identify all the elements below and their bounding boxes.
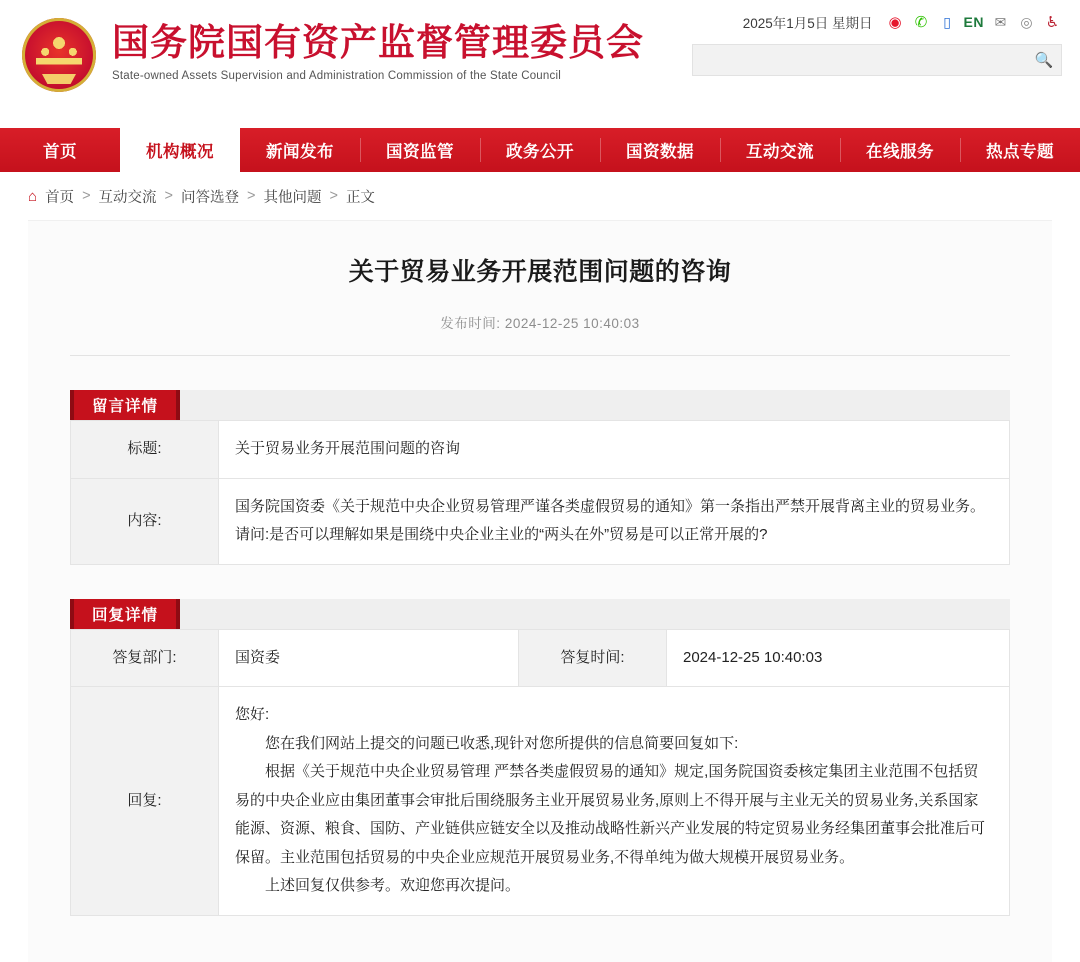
- title-divider: [70, 355, 1010, 356]
- nav-item-topics[interactable]: 热点专题: [960, 128, 1080, 172]
- breadcrumb-separator: >: [247, 188, 256, 204]
- site-title-cn: 国务院国有资产监督管理委员会: [112, 23, 644, 64]
- nav-item-home[interactable]: 首页: [43, 143, 77, 161]
- site-header: [0, 0, 1080, 128]
- reply-body-label: 回复:: [71, 687, 219, 916]
- breadcrumb-item-4: 正文: [345, 189, 375, 206]
- table-row: [71, 478, 1010, 564]
- national-emblem-icon: [22, 18, 96, 92]
- nav-item-affairs[interactable]: 政务公开: [480, 128, 600, 172]
- reply-section-title: 回复详情: [70, 599, 176, 629]
- table-row: [71, 687, 1010, 916]
- page-title: 关于贸易业务开展范围问题的咨询: [348, 259, 732, 286]
- nav-item-supervision[interactable]: 国资监管: [360, 128, 480, 172]
- reply-paragraph-2: 根据《关于规范中央企业贸易管理 严禁各类虚假贸易的通知》规定,国务院国资委核定集团主业范围不包括贸易的中央企业应由集团董事会审批后围绕服务主业开展贸易业务,原则上不得开展与主业无关的贸易业务,关系国家能源、资源、粮食、国防、产业链供应链安全以及推动战略性新兴产业发展的特定贸易业务经集团董事会批准后可保留。主业范围包括贸易的中央企业应规范开展贸易业务,不得单纯为做大规模开展贸易业务。: [235, 763, 986, 866]
- accessibility-icon[interactable]: ♿: [1045, 13, 1060, 31]
- reply-paragraph-1: 您在我们网站上提交的问题已收悉,现针对您所提供的信息简要回复如下:: [265, 734, 739, 752]
- table-row: [71, 629, 1010, 687]
- english-link[interactable]: EN: [963, 14, 984, 30]
- breadcrumb: [0, 172, 1080, 220]
- site-title-block: [112, 16, 644, 82]
- reply-paragraph-3: 上述回复仅供参考。欢迎您再次提问。: [265, 877, 521, 894]
- reply-dept-value: 国资委: [219, 629, 519, 687]
- mobile-icon[interactable]: ▯: [943, 14, 951, 30]
- header-utility-area: [692, 10, 1062, 76]
- breadcrumb-separator: >: [329, 188, 338, 204]
- search-icon[interactable]: 🔍: [1027, 45, 1061, 75]
- message-detail-table: [70, 420, 1010, 565]
- publish-label: 发布时间:: [440, 316, 501, 331]
- reply-detail-table: [70, 629, 1010, 916]
- breadcrumb-separator: >: [82, 188, 91, 204]
- reply-body-value: [219, 687, 1010, 916]
- breadcrumb-item-1[interactable]: 互动交流: [98, 189, 157, 206]
- reply-paragraph-0: 您好:: [235, 706, 270, 723]
- publish-meta: [70, 312, 1010, 332]
- message-content-label: 内容:: [71, 478, 219, 564]
- nav-item-services[interactable]: 在线服务: [840, 128, 960, 172]
- breadcrumb-item-0[interactable]: 首页: [45, 189, 75, 206]
- nav-item-data[interactable]: 国资数据: [600, 128, 720, 172]
- article-container: [28, 220, 1052, 962]
- breadcrumb-item-2[interactable]: 问答选登: [181, 189, 239, 206]
- table-row: [71, 421, 1010, 479]
- eye-icon[interactable]: ◎: [1020, 14, 1033, 30]
- reply-dept-label: 答复部门:: [71, 629, 219, 687]
- weibo-icon[interactable]: ◉: [888, 13, 902, 31]
- nav-item-overview[interactable]: 机构概况: [120, 128, 240, 172]
- publish-time: 2024-12-25 10:40:03: [504, 316, 640, 331]
- site-logo[interactable]: [22, 16, 644, 92]
- current-date: 2025年1月5日 星期日: [742, 16, 873, 31]
- message-section-header: [70, 390, 1010, 420]
- nav-item-interaction[interactable]: 互动交流: [720, 128, 840, 172]
- breadcrumb-item-3[interactable]: 其他问题: [263, 189, 322, 206]
- wechat-icon[interactable]: ✆: [914, 13, 928, 31]
- message-title-label: 标题:: [71, 421, 219, 479]
- search-input[interactable]: [693, 45, 1027, 75]
- search-bar[interactable]: [692, 44, 1062, 76]
- message-title-value: 关于贸易业务开展范围问题的咨询: [219, 421, 1010, 479]
- site-title-en: State-owned Assets Supervision and Administration Commission of the State Council: [112, 69, 561, 82]
- mail-icon[interactable]: ✉: [994, 14, 1007, 30]
- message-section-title: 留言详情: [70, 390, 176, 420]
- reply-time-label: 答复时间:: [519, 629, 667, 687]
- home-icon: ⌂: [28, 187, 38, 205]
- reply-time-value: 2024-12-25 10:40:03: [667, 629, 1010, 687]
- breadcrumb-separator: >: [164, 188, 173, 204]
- message-content-value: 国务院国资委《关于规范中央企业贸易管理严谨各类虚假贸易的通知》第一条指出严禁开展背离主业的贸易业务。请问:是否可以理解如果是围绕中央企业主业的“两头在外”贸易是可以正常开展的?: [219, 478, 1010, 564]
- main-nav: [0, 128, 1080, 172]
- reply-section-header: [70, 599, 1010, 629]
- topbar: [692, 10, 1062, 34]
- nav-item-news[interactable]: 新闻发布: [266, 143, 334, 161]
